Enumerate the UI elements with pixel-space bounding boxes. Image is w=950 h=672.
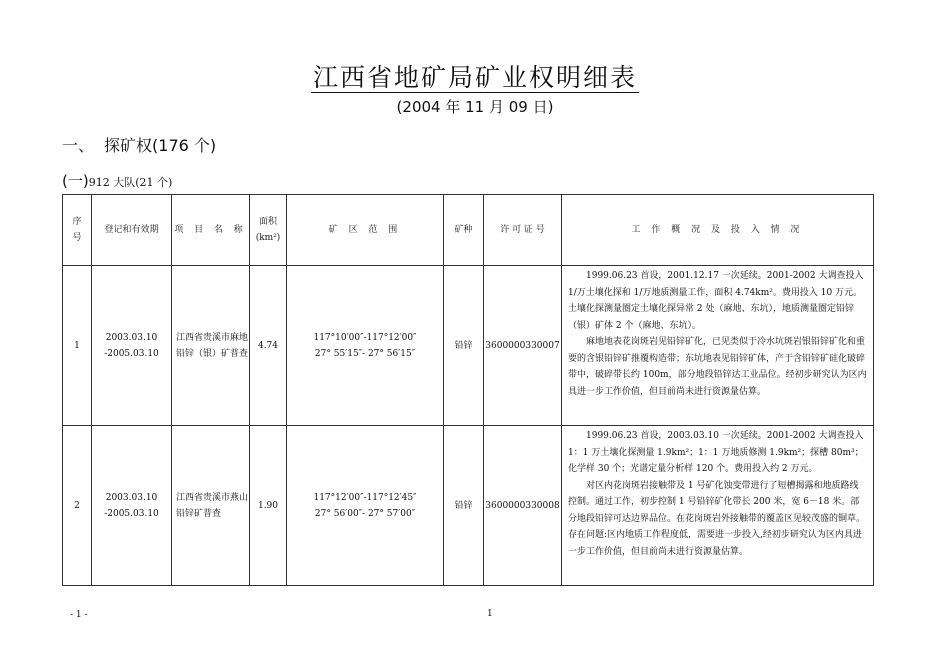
cell-area: 1.90 [250,426,287,586]
section-label: 探矿权(176 个) [104,136,217,155]
table-header-row [63,195,874,266]
cell-seq: 2 [63,426,92,586]
cell-license: 3600000330007 [484,266,562,426]
cell-registration [92,426,172,586]
header-mineral: 矿种 [444,195,484,266]
range-longitude: 117°10′00″-117°12′00″ [313,332,417,343]
document-date: (2004 年 11 月 09 日) [396,98,554,116]
cell-project-name: 江西省贵溪市燕山铅锌矿普查 [172,426,250,586]
header-range: 矿 区 范 围 [287,195,444,266]
work-paragraph: 1999.06.23 首设，2003.03.10 一次延续。2001-2002 大调查投入 1：1 万土壤化探测量 1.9km²；1：1 万地质修测 1.9km²；探槽 80m³；化学样 30 个；光谱定量分析样 120 个。费用投入约 2 万元。 [568,431,864,474]
range-latitude: 27° 55′15″- 27° 56′15″ [314,348,416,359]
section-heading [62,133,216,156]
header-license: 许 可 证 号 [484,195,562,266]
section-number: 一、 [62,136,95,155]
work-paragraph: 麻地地表花岗斑岩见铅锌矿化，已见类似于冷水坑斑岩银铅锌矿化和重要的含银铅锌矿推覆构造带；东坑地表见铅锌矿体，产于含铅锌矿硅化破碎带中，破碎带长约 100m，部分地段铅锌达工业品位。经初步研究认为区内具进一步工作价值，但目前尚未进行资源量估算。 [568,337,867,397]
subsection-heading [62,170,172,191]
header-area: 面积(km²) [250,195,287,266]
table-row [63,266,874,426]
work-paragraph: 1999.06.23 首设，2001.12.17 一次延续。2001-2002 大调查投入 1/万土壤化探和 1/万地质测量工作，面积 4.74km²。费用投入 10 万元。土壤化探测量圈定土壤化探异常 2 处（麻地、东坑），地质测量圈定铅锌（银）矿体 2 个（麻地、东坑）。 [568,271,864,331]
table-row [63,426,874,586]
subsection-label: 912 大队(21 个) [88,176,173,189]
cell-project-name: 江西省贵溪市麻地铅锌（银）矿普查 [172,266,250,426]
page-number-left: - 1 - [70,610,88,620]
page-number-center: 1 [487,609,493,619]
registration-end: -2005.03.10 [104,348,159,359]
cell-work [562,426,874,586]
cell-area: 4.74 [250,266,287,426]
header-work: 工 作 概 况 及 投 入 情 况 [562,195,874,266]
registration-start: 2003.03.10 [105,332,158,343]
header-seq: 序号 [63,195,92,266]
document-title: 江西省地矿局矿业权明细表 [312,63,637,92]
range-longitude: 117°12′00″-117°12′45″ [313,492,417,503]
cell-mineral: 铅锌 [444,266,484,426]
range-latitude: 27° 56′00″- 27° 57′00″ [314,508,416,519]
cell-seq: 1 [63,266,92,426]
header-project-name: 项 目 名 称 [172,195,250,266]
cell-range [287,426,444,586]
cell-registration [92,266,172,426]
header-registration: 登记和有效期 [92,195,172,266]
subsection-number: (一) [62,172,89,190]
cell-work [562,266,874,426]
cell-range [287,266,444,426]
cell-license: 3600000330008 [484,426,562,586]
work-paragraph: 对区内花岗斑岩接触带及 1 号矿化蚀变带进行了短槽揭露和地质路线控制。通过工作，初步控制 1 号铅锌矿化带长 200 米，宽 6－18 米。部分地段铅锌可达边界品位。在花岗斑岩外接触带的覆盖区见较茂盛的铜草。存在问题:区内地质工作程度低，需要进一步投入,经初步研究认为区内具进一步工作价值，但目前尚未进行资源量估算。 [568,480,866,557]
registration-start: 2003.03.10 [105,492,158,503]
cell-mineral: 铅锌 [444,426,484,586]
registration-end: -2005.03.10 [104,508,159,519]
mining-rights-table [62,194,874,586]
